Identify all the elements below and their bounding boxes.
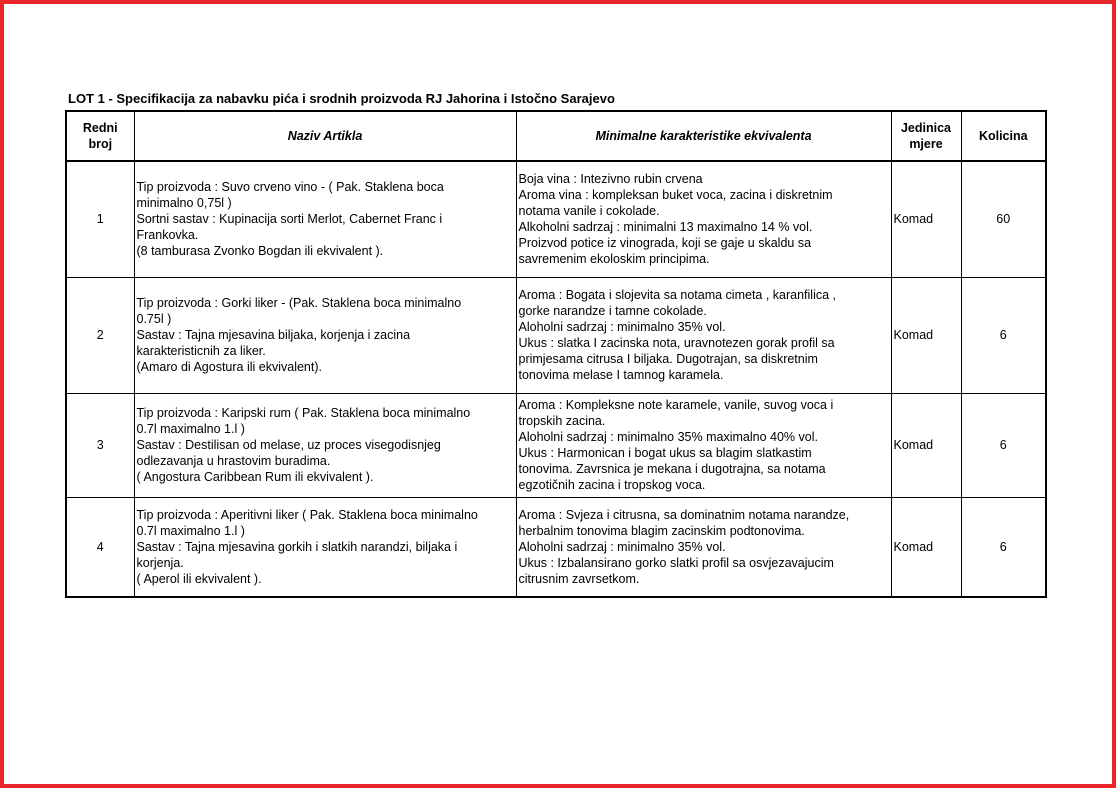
characteristic-line: savremenim ekoloskim principima. bbox=[518, 252, 710, 267]
table-row bbox=[66, 161, 1046, 277]
quantity-cell: 6 bbox=[961, 277, 1046, 393]
item-name-line: 0.75l ) bbox=[136, 312, 172, 326]
characteristic-line: Proizvod potice iz vinograda, koji se gaje u skaldu sa bbox=[518, 236, 812, 251]
item-name-line: Tip proizvoda : Gorki liker - (Pak. Staklena boca minimalno bbox=[136, 296, 462, 310]
characteristic-line: Ukus : Izbalansirano gorko slatki profil sa osvjezavajucim bbox=[518, 555, 834, 570]
row-number: 4 bbox=[66, 497, 134, 597]
header-redni-broj bbox=[66, 111, 134, 161]
item-name-line: (Amaro di Agostura ili ekvivalent). bbox=[136, 360, 322, 374]
characteristic-line: Aloholni sadrzaj : minimalno 35% maximalno 40% vol. bbox=[518, 430, 818, 444]
quantity-cell: 60 bbox=[961, 161, 1046, 277]
item-name-line: korjenja. bbox=[136, 555, 184, 570]
table-header-row bbox=[66, 111, 1046, 161]
quantity-cell: 6 bbox=[961, 393, 1046, 497]
item-name-line: Sastav : Tajna mjesavina biljaka, korjenja i zacina bbox=[136, 328, 411, 342]
min-characteristics-cell bbox=[516, 393, 891, 497]
item-name-line: (8 tamburasa Zvonko Bogdan ili ekvivalent ). bbox=[136, 244, 384, 259]
specification-table bbox=[65, 110, 1047, 598]
min-characteristics-cell bbox=[516, 277, 891, 393]
characteristic-line: Aroma vina : kompleksan buket voca, zacina i diskretnim bbox=[518, 188, 833, 203]
item-name-cell bbox=[134, 393, 516, 497]
item-name-line: odlezavanja u hrastovim buradima. bbox=[136, 454, 331, 468]
header-mjere-line: mjere bbox=[909, 137, 943, 151]
item-name-cell bbox=[134, 277, 516, 393]
table-row bbox=[66, 393, 1046, 497]
characteristic-line: Ukus : Harmonican i bogat ukus sa blagim slatkastim bbox=[518, 446, 812, 460]
item-name-line: Sastav : Tajna mjesavina gorkih i slatkih narandzi, biljaka i bbox=[136, 539, 458, 554]
item-name-line: 0.7l maximalno 1.l ) bbox=[136, 422, 245, 436]
item-name-line: Tip proizvoda : Karipski rum ( Pak. Staklena boca minimalno bbox=[136, 406, 471, 420]
header-jedinica-line: Jedinica bbox=[900, 121, 952, 135]
min-characteristics-cell bbox=[516, 161, 891, 277]
item-name-line: Frankovka. bbox=[136, 228, 199, 243]
header-redni-line: Redni bbox=[82, 121, 118, 135]
item-name-line: Tip proizvoda : Suvo crveno vino - ( Pak. Staklena boca bbox=[136, 180, 444, 195]
characteristic-line: egzotičnih zacina i tropskog voca. bbox=[518, 478, 706, 492]
unit-cell: Komad bbox=[891, 393, 961, 497]
unit-cell: Komad bbox=[891, 161, 961, 277]
min-characteristics-cell bbox=[516, 497, 891, 597]
document-title: LOT 1 - Specifikacija za nabavku pića i srodnih proizvoda RJ Jahorina i Istočno Sarajevo bbox=[68, 91, 615, 106]
characteristic-line: Aroma : Bogata i slojevita sa notama cimeta , karanfilica , bbox=[518, 288, 837, 302]
item-name-cell bbox=[134, 161, 516, 277]
characteristic-line: gorke narandze i tamne cokolade. bbox=[518, 304, 707, 318]
characteristic-line: Aroma : Svjeza i citrusna, sa dominatnim notama narandze, bbox=[518, 507, 850, 522]
item-name-cell bbox=[134, 497, 516, 597]
row-number: 3 bbox=[66, 393, 134, 497]
item-name-line: Sastav : Destilisan od melase, uz proces visegodisnjeg bbox=[136, 438, 441, 452]
characteristic-line: herbalnim tonovima blagim zacinskim podtonovima. bbox=[518, 523, 805, 538]
item-name-line: 0.7l maximalno 1.l ) bbox=[136, 523, 245, 538]
header-minimalne-karakteristike: Minimalne karakteristike ekvivalenta bbox=[516, 111, 891, 161]
item-name-line: ( Angostura Caribbean Rum ili ekvivalent ). bbox=[136, 470, 374, 484]
row-number: 1 bbox=[66, 161, 134, 277]
unit-cell: Komad bbox=[891, 277, 961, 393]
characteristic-line: Aloholni sadrzaj : minimalno 35% vol. bbox=[518, 539, 726, 554]
characteristic-line: tonovima melase I tamnog karamela. bbox=[518, 368, 724, 382]
item-name-line: minimalno 0,75l ) bbox=[136, 196, 232, 211]
characteristic-line: primjesama citrusa I biljaka. Dugotrajan, sa diskretnim bbox=[518, 352, 818, 366]
characteristic-line: Aroma : Kompleksne note karamele, vanile, suvog voca i bbox=[518, 398, 834, 412]
table-row bbox=[66, 277, 1046, 393]
table-row bbox=[66, 497, 1046, 597]
characteristic-line: notama vanile i cokolade. bbox=[518, 204, 660, 219]
header-naziv-artikla: Naziv Artikla bbox=[134, 111, 516, 161]
characteristic-line: citrusnim zavrsetkom. bbox=[518, 571, 640, 586]
item-name-line: ( Aperol ili ekvivalent ). bbox=[136, 571, 262, 586]
item-name-line: Sortni sastav : Kupinacija sorti Merlot, Cabernet Franc i bbox=[136, 212, 443, 227]
characteristic-line: tropskih zacina. bbox=[518, 414, 606, 428]
row-number: 2 bbox=[66, 277, 134, 393]
characteristic-line: tonovima. Zavrsnica je mekana i dugotrajna, sa notama bbox=[518, 462, 826, 476]
unit-cell: Komad bbox=[891, 497, 961, 597]
characteristic-line: Alkoholni sadrzaj : minimalni 13 maximalno 14 % vol. bbox=[518, 220, 813, 235]
characteristic-line: Ukus : slatka I zacinska nota, uravnotezen gorak profil sa bbox=[518, 336, 835, 350]
characteristic-line: Aloholni sadrzaj : minimalno 35% vol. bbox=[518, 320, 726, 334]
header-kolicina: Kolicina bbox=[961, 111, 1046, 161]
header-broj-line: broj bbox=[88, 137, 113, 151]
characteristic-line: Boja vina : Intezivno rubin crvena bbox=[518, 172, 703, 187]
header-jedinica-mjere bbox=[891, 111, 961, 161]
item-name-line: Tip proizvoda : Aperitivni liker ( Pak. Staklena boca minimalno bbox=[136, 507, 478, 522]
quantity-cell: 6 bbox=[961, 497, 1046, 597]
item-name-line: karakteristicnih za liker. bbox=[136, 344, 266, 358]
